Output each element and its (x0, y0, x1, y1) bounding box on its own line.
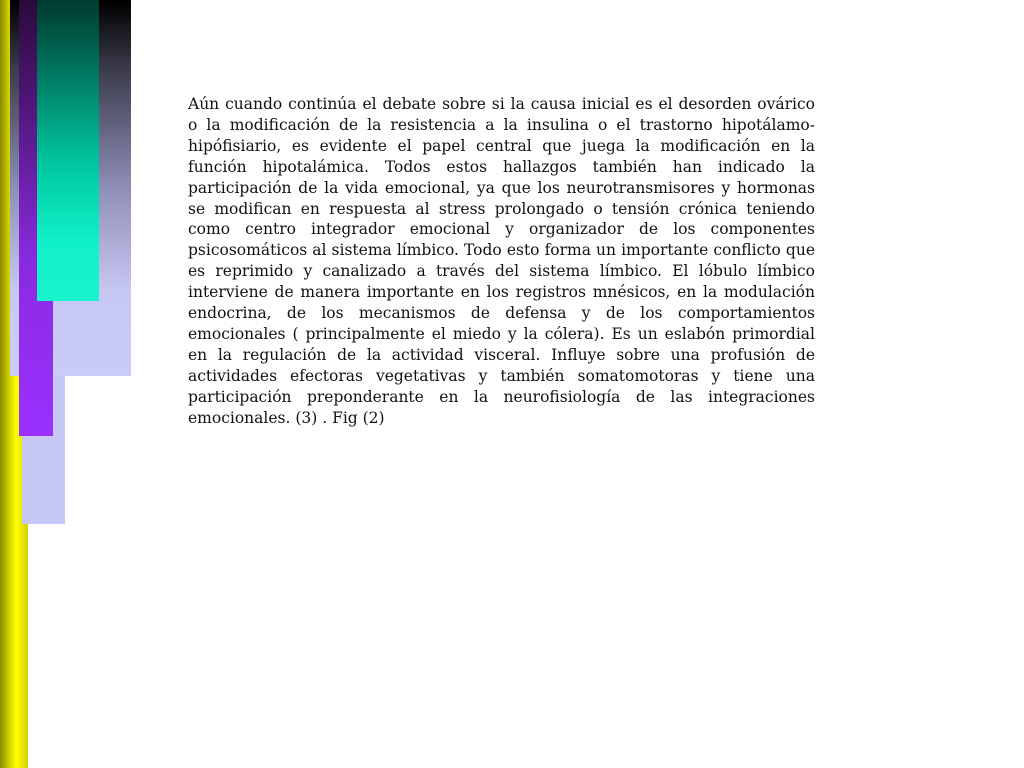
slide-body-paragraph: Aún cuando continúa el debate sobre si la causa inicial es el desorden ovárico o la modificación de la resistencia a la insulina o el trastorno hipotálamo-hipófisiario, es evidente el papel central que juega la modificación en la función hipotalámica. Todos estos hallazgos también han indicado la participación de la vida emocional, ya que los neurotransmisores y hormonas se modifican en respuesta al stress prolongado o tensión crónica teniendo como centro integrador emocional y organizador de los componentes psicosomáticos al sistema límbico. Todo esto forma un importante conflicto que es reprimido y canalizado a través del sistema límbico. El lóbulo límbico interviene de manera importante en los registros mnésicos, en la modulación endocrina, de los mecanismos de defensa y de los comportamientos emocionales ( principalmente el miedo y la cólera). Es un eslabón primordial en la regulación de la actividad visceral. Influye sobre una profusión de actividades efectoras vegetativas y también somatomotoras y tiene una participación preponderante en la neurofisiología de las integraciones emocionales. (3) . Fig (2) (188, 95, 815, 427)
decorative-teal-bar (37, 0, 99, 301)
